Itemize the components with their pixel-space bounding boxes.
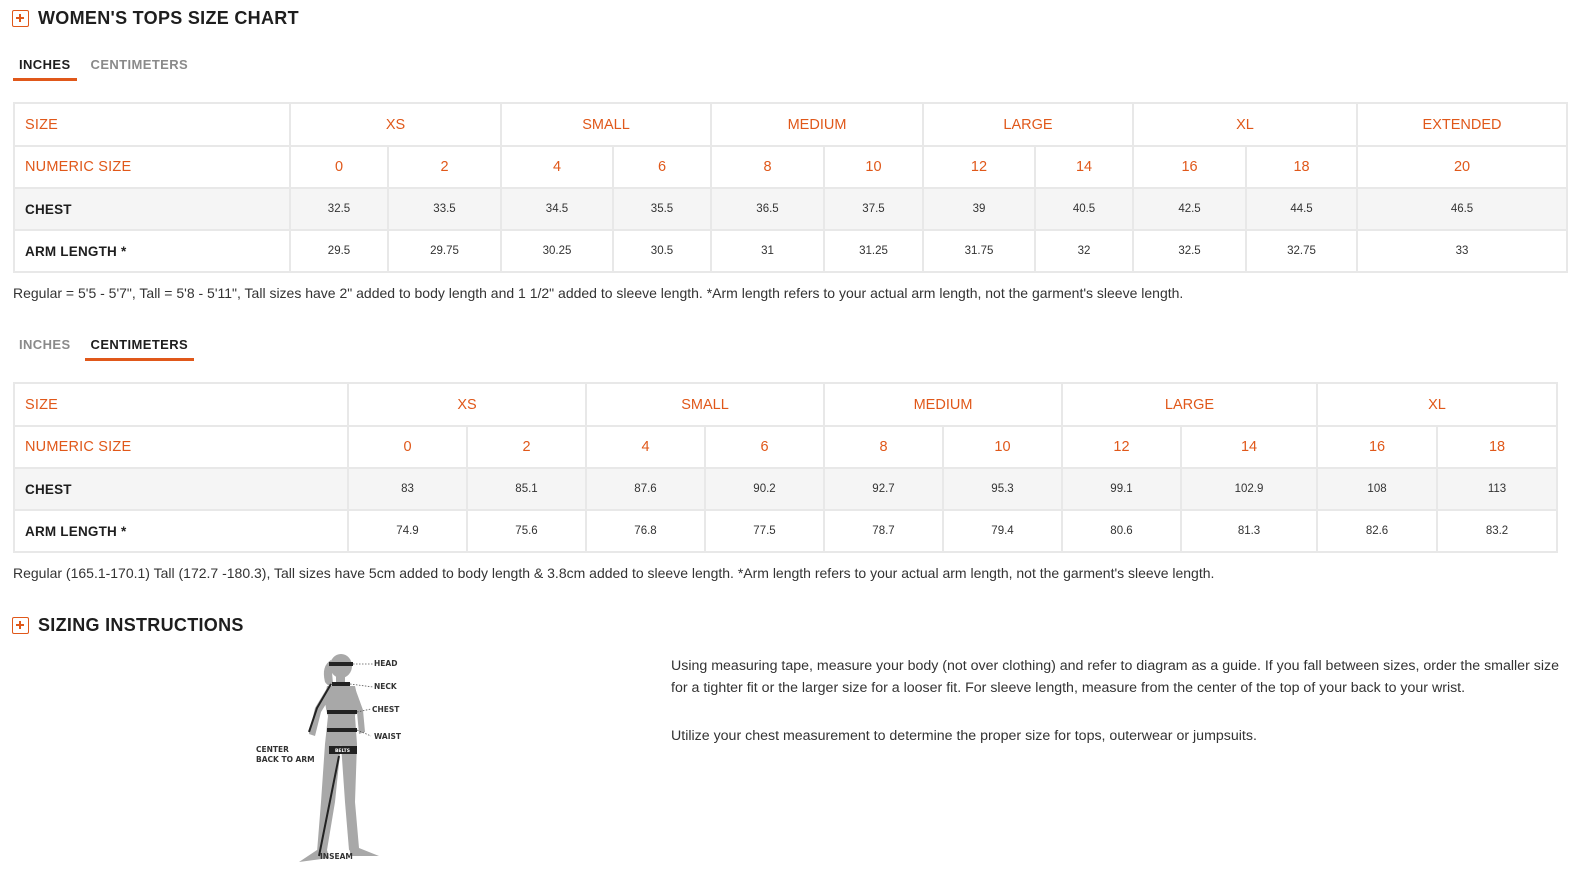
numeric-cell: 16 bbox=[1317, 426, 1437, 468]
size-cell: SMALL bbox=[501, 103, 711, 146]
inches-size-table bbox=[13, 102, 1568, 273]
numeric-cell: 14 bbox=[1035, 146, 1133, 188]
chest-cell: 32.5 bbox=[290, 188, 388, 230]
arm-length-cell: 78.7 bbox=[824, 510, 943, 552]
sizing-instructions-header bbox=[12, 615, 244, 636]
chest-cell: 35.5 bbox=[613, 188, 711, 230]
center-back-label-1: CENTER bbox=[256, 745, 289, 754]
numeric-cell: 8 bbox=[711, 146, 824, 188]
chest-cell: 99.1 bbox=[1062, 468, 1181, 510]
centimeters-size-table bbox=[13, 382, 1558, 553]
arm-length-cell: 74.9 bbox=[348, 510, 467, 552]
unit-tabs-cm-view bbox=[13, 337, 202, 361]
table-row bbox=[14, 468, 1557, 510]
arm-length-cell: 32.75 bbox=[1246, 230, 1357, 272]
size-cell: LARGE bbox=[1062, 383, 1317, 426]
table-row bbox=[14, 146, 1567, 188]
chest-cell: 36.5 bbox=[711, 188, 824, 230]
size-label: SIZE bbox=[14, 103, 290, 146]
arm-length-cell: 31.75 bbox=[923, 230, 1035, 272]
size-cell: MEDIUM bbox=[824, 383, 1062, 426]
tab-centimeters[interactable]: CENTIMETERS bbox=[85, 337, 195, 361]
table-row bbox=[14, 426, 1557, 468]
numeric-cell: 20 bbox=[1357, 146, 1567, 188]
size-cell: XS bbox=[348, 383, 586, 426]
arm-length-cell: 33 bbox=[1357, 230, 1567, 272]
chest-label: CHEST bbox=[14, 468, 348, 510]
numeric-cell: 10 bbox=[824, 146, 923, 188]
arm-length-cell: 80.6 bbox=[1062, 510, 1181, 552]
expand-icon[interactable] bbox=[12, 10, 29, 27]
size-label: SIZE bbox=[14, 383, 348, 426]
arm-length-cell: 76.8 bbox=[586, 510, 705, 552]
arm-length-cell: 31.25 bbox=[824, 230, 923, 272]
belts-label: BELTS bbox=[335, 749, 350, 754]
chest-cell: 95.3 bbox=[943, 468, 1062, 510]
head-label: HEAD bbox=[374, 659, 398, 668]
inseam-label: INSEAM bbox=[320, 852, 353, 861]
chest-label: CHEST bbox=[14, 188, 290, 230]
size-cell: XL bbox=[1317, 383, 1557, 426]
chest-cell: 92.7 bbox=[824, 468, 943, 510]
numeric-size-label: NUMERIC SIZE bbox=[14, 426, 348, 468]
chest-cell: 85.1 bbox=[467, 468, 586, 510]
numeric-cell: 2 bbox=[467, 426, 586, 468]
chest-cell: 83 bbox=[348, 468, 467, 510]
arm-length-cell: 29.5 bbox=[290, 230, 388, 272]
chest-cell: 42.5 bbox=[1133, 188, 1246, 230]
chest-cell: 33.5 bbox=[388, 188, 501, 230]
expand-icon[interactable] bbox=[12, 617, 29, 634]
numeric-cell: 6 bbox=[613, 146, 711, 188]
numeric-cell: 0 bbox=[290, 146, 388, 188]
arm-length-cell: 32 bbox=[1035, 230, 1133, 272]
numeric-cell: 6 bbox=[705, 426, 824, 468]
arm-length-cell: 77.5 bbox=[705, 510, 824, 552]
measurement-diagram bbox=[255, 652, 405, 868]
chest-cell: 87.6 bbox=[586, 468, 705, 510]
numeric-size-label: NUMERIC SIZE bbox=[14, 146, 290, 188]
arm-length-cell: 79.4 bbox=[943, 510, 1062, 552]
chest-measure-label: CHEST bbox=[372, 705, 400, 714]
numeric-cell: 18 bbox=[1437, 426, 1557, 468]
size-chart-header bbox=[12, 8, 299, 29]
numeric-cell: 14 bbox=[1181, 426, 1317, 468]
chest-cell: 113 bbox=[1437, 468, 1557, 510]
arm-length-cell: 81.3 bbox=[1181, 510, 1317, 552]
numeric-cell: 2 bbox=[388, 146, 501, 188]
size-cell: LARGE bbox=[923, 103, 1133, 146]
center-back-label-2: BACK TO ARM bbox=[256, 755, 315, 764]
unit-tabs-inches-view bbox=[13, 57, 202, 81]
centimeters-note: Regular (165.1-170.1) Tall (172.7 -180.3), Tall sizes have 5cm added to body length & 3.8cm added to sleeve length. *Arm length refers to your actual arm length, not the garment's sleeve length. bbox=[13, 565, 1215, 581]
instruction-paragraph: Utilize your chest measurement to determine the proper size for tops, outerwear or jumpsuits. bbox=[671, 728, 1257, 744]
size-cell: XL bbox=[1133, 103, 1357, 146]
section-title: SIZING INSTRUCTIONS bbox=[38, 615, 244, 635]
tab-centimeters[interactable]: CENTIMETERS bbox=[90, 57, 189, 72]
table-row bbox=[14, 230, 1567, 272]
arm-length-cell: 32.5 bbox=[1133, 230, 1246, 272]
chest-cell: 90.2 bbox=[705, 468, 824, 510]
waist-label: WAIST bbox=[374, 732, 402, 741]
numeric-cell: 18 bbox=[1246, 146, 1357, 188]
arm-length-label: ARM LENGTH * bbox=[14, 510, 348, 552]
numeric-cell: 12 bbox=[923, 146, 1035, 188]
numeric-cell: 4 bbox=[501, 146, 613, 188]
chest-cell: 37.5 bbox=[824, 188, 923, 230]
size-cell: EXTENDED bbox=[1357, 103, 1567, 146]
table-row bbox=[14, 510, 1557, 552]
inches-note: Regular = 5'5 - 5'7", Tall = 5'8 - 5'11", Tall sizes have 2" added to body length and 1 1/2" added to sleeve length. *Arm length refers to your actual arm length, not the garment's sleeve length. bbox=[13, 285, 1184, 301]
chest-cell: 108 bbox=[1317, 468, 1437, 510]
tab-inches[interactable]: INCHES bbox=[19, 337, 71, 352]
numeric-cell: 8 bbox=[824, 426, 943, 468]
table-row bbox=[14, 103, 1567, 146]
table-row bbox=[14, 188, 1567, 230]
arm-length-cell: 29.75 bbox=[388, 230, 501, 272]
neck-label: NECK bbox=[374, 682, 397, 691]
chest-cell: 46.5 bbox=[1357, 188, 1567, 230]
chest-cell: 39 bbox=[923, 188, 1035, 230]
chest-cell: 102.9 bbox=[1181, 468, 1317, 510]
size-cell: XS bbox=[290, 103, 501, 146]
table-row bbox=[14, 383, 1557, 426]
instruction-paragraph: Using measuring tape, measure your body (not over clothing) and refer to diagram as a guide. If you fall between sizes, order the smaller size for a tighter fit or the larger size for a looser fit. For sleeve length, measure from the center of the top of your back to your wrist. bbox=[671, 658, 1559, 696]
arm-length-cell: 31 bbox=[711, 230, 824, 272]
arm-length-cell: 82.6 bbox=[1317, 510, 1437, 552]
numeric-cell: 4 bbox=[586, 426, 705, 468]
numeric-cell: 0 bbox=[348, 426, 467, 468]
arm-length-cell: 75.6 bbox=[467, 510, 586, 552]
arm-length-cell: 30.25 bbox=[501, 230, 613, 272]
chest-cell: 40.5 bbox=[1035, 188, 1133, 230]
body-figure-icon bbox=[255, 652, 405, 868]
arm-length-cell: 30.5 bbox=[613, 230, 711, 272]
numeric-cell: 16 bbox=[1133, 146, 1246, 188]
sizing-instructions-text bbox=[671, 656, 1566, 775]
tab-inches[interactable]: INCHES bbox=[13, 57, 77, 81]
arm-length-label: ARM LENGTH * bbox=[14, 230, 290, 272]
numeric-cell: 12 bbox=[1062, 426, 1181, 468]
chest-cell: 44.5 bbox=[1246, 188, 1357, 230]
chest-cell: 34.5 bbox=[501, 188, 613, 230]
size-cell: MEDIUM bbox=[711, 103, 923, 146]
page-title: WOMEN'S TOPS SIZE CHART bbox=[38, 8, 299, 28]
arm-length-cell: 83.2 bbox=[1437, 510, 1557, 552]
size-cell: SMALL bbox=[586, 383, 824, 426]
numeric-cell: 10 bbox=[943, 426, 1062, 468]
